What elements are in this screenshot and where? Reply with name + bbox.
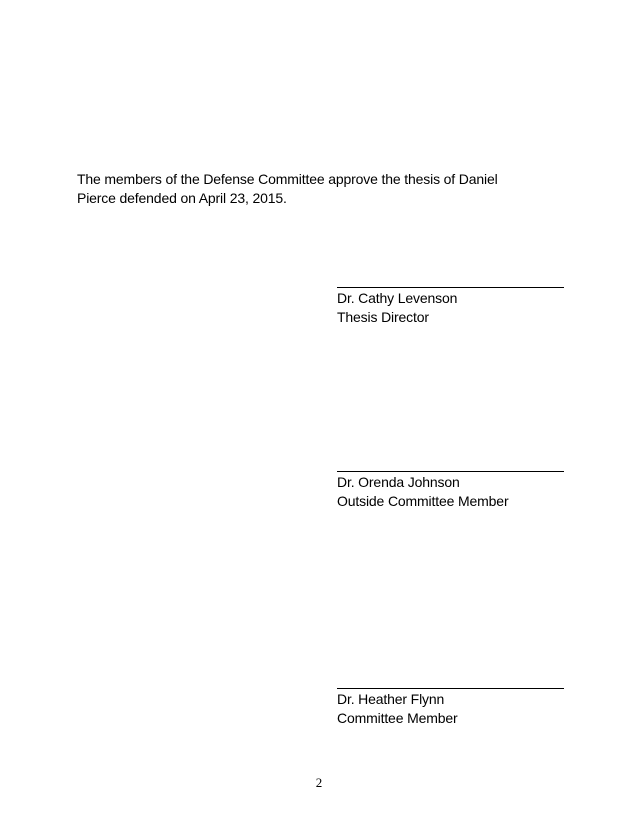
signatory-name: Dr. Orenda Johnson (337, 474, 460, 490)
approval-statement-line-2: Pierce defended on April 23, 2015. (77, 190, 287, 206)
signature-block-committee-member (337, 688, 565, 728)
signatory-role: Committee Member (337, 710, 458, 726)
page-number: 2 (315, 775, 323, 790)
committee-approval-statement (77, 170, 557, 208)
signatory-name: Dr. Cathy Levenson (337, 290, 458, 306)
signatory-role: Outside Committee Member (337, 493, 509, 509)
signatory-name: Dr. Heather Flynn (337, 691, 445, 707)
approval-statement-line-1: The members of the Defense Committee approve the thesis of Daniel (77, 171, 498, 187)
signature-line (337, 471, 564, 472)
signature-block-thesis-director (337, 287, 565, 327)
signature-line (337, 688, 564, 689)
signature-line (337, 287, 564, 288)
signatory-role: Thesis Director (337, 309, 429, 325)
signature-block-outside-member (337, 471, 565, 511)
